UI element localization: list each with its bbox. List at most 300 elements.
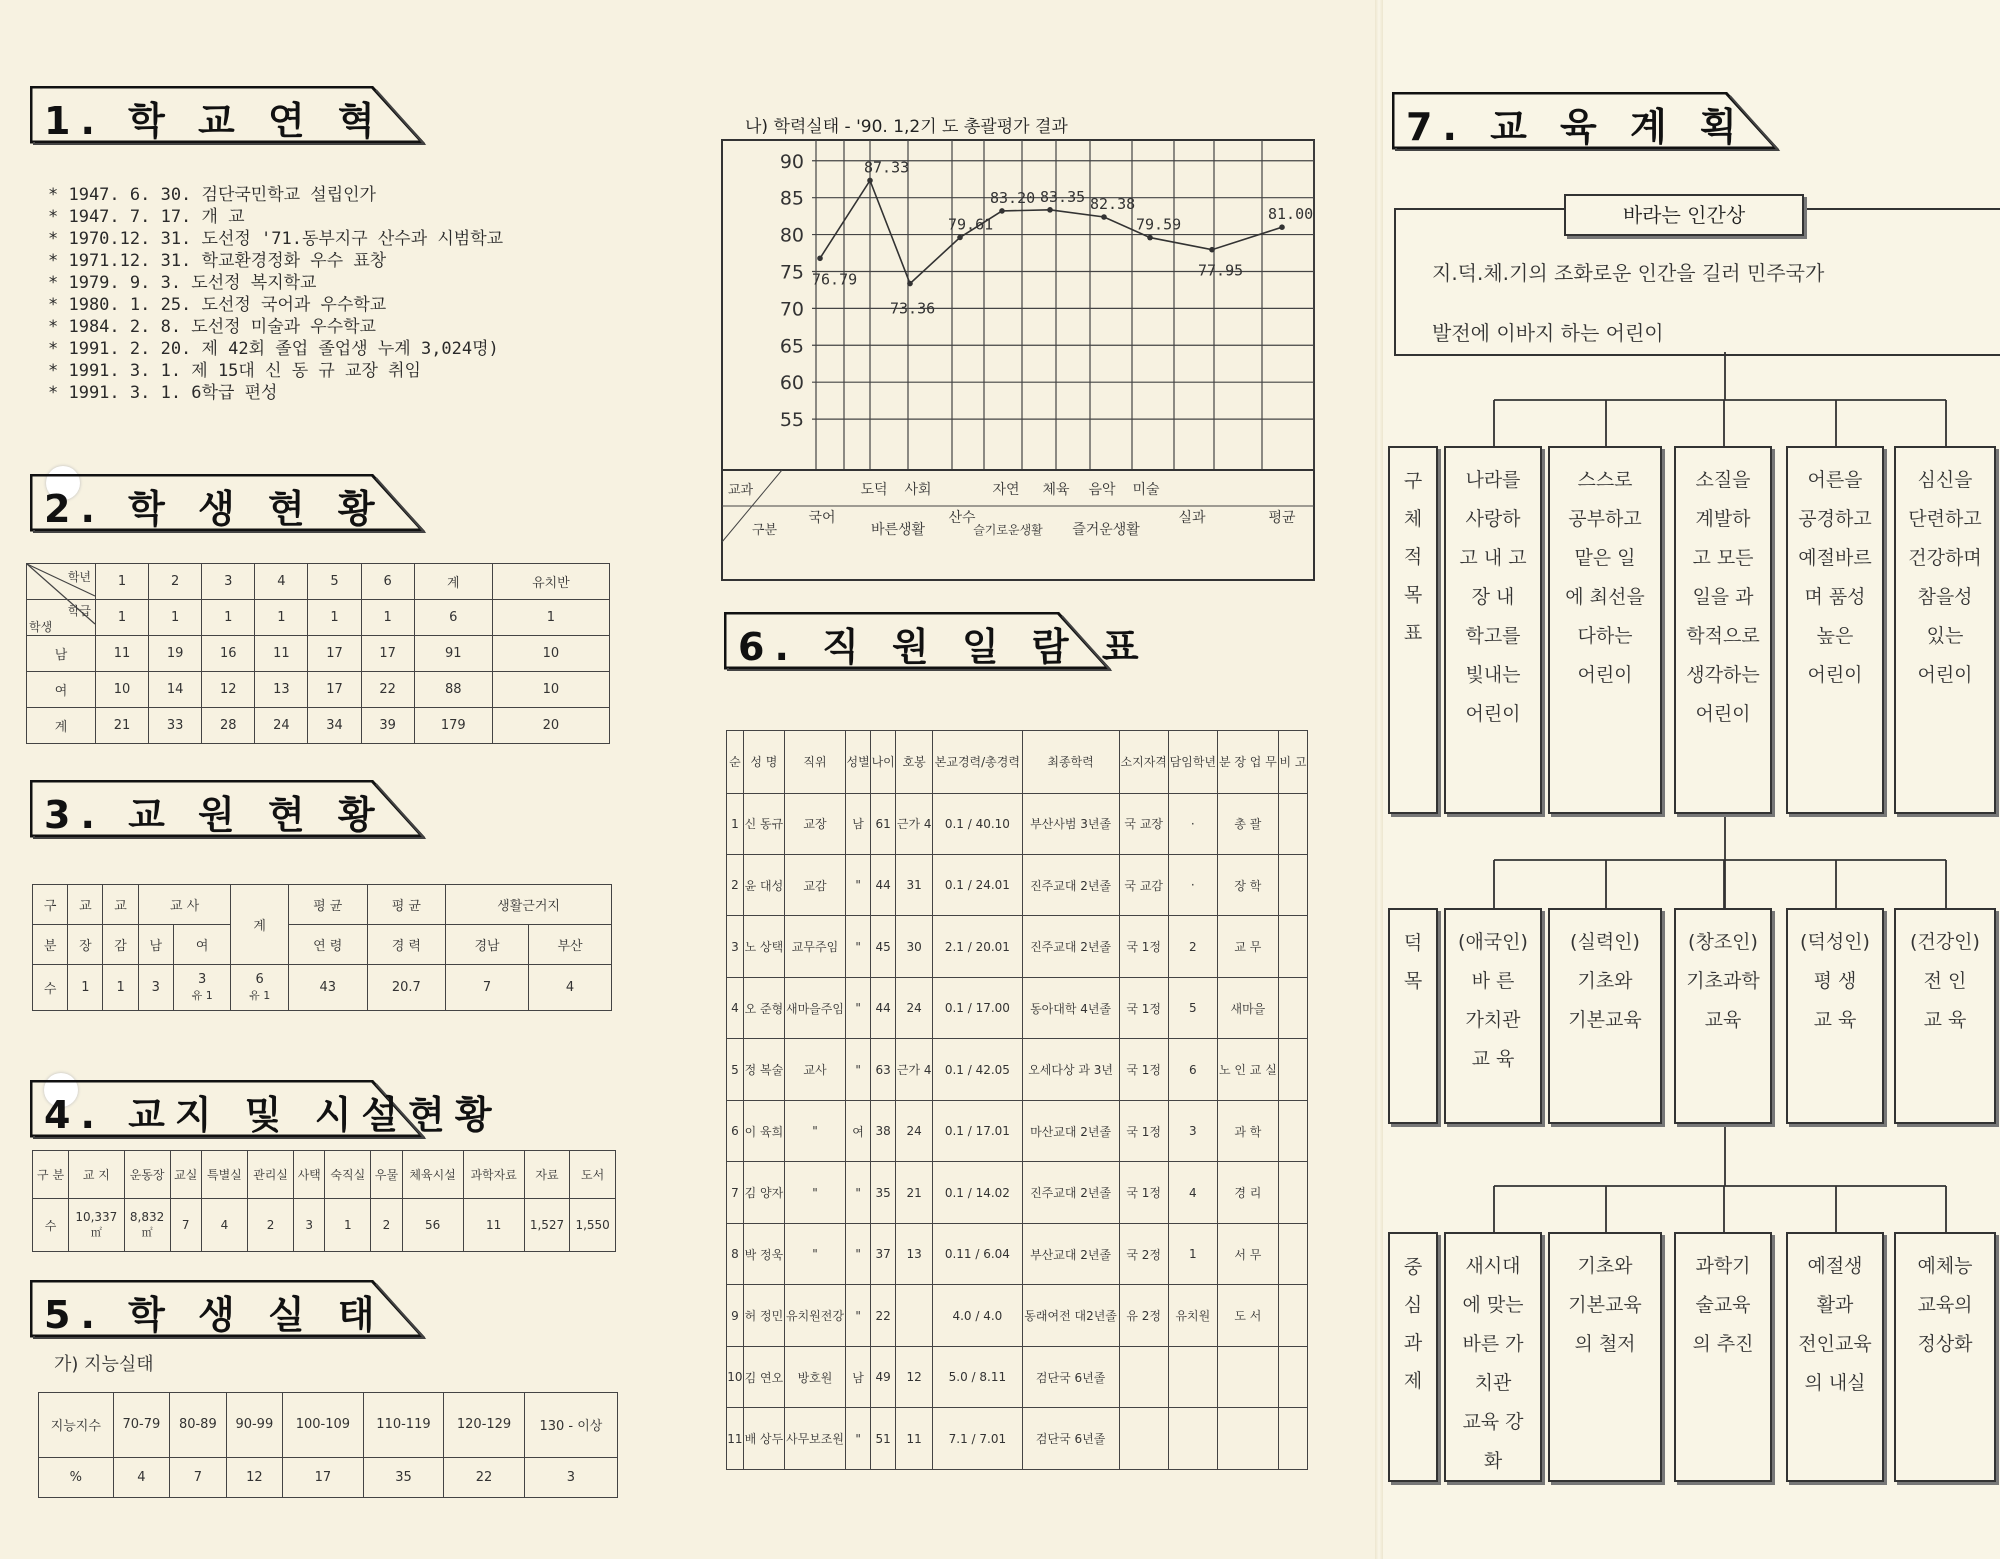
task-text-line: 화 [1483, 1450, 1503, 1472]
cell: 1 [103, 965, 138, 1011]
column-header: 직위 [784, 731, 845, 794]
cell: 14 [149, 672, 202, 708]
task-text-line: 예절생 [1807, 1255, 1863, 1277]
intelligence-table [38, 1392, 618, 1498]
cell: 49 [871, 1346, 896, 1407]
cell: 3 [138, 965, 173, 1011]
cell: 4 [1168, 1162, 1217, 1223]
goal-text-line: 생각하는 [1686, 664, 1760, 686]
cell: 정 복술 [743, 1039, 784, 1100]
cell [1278, 1346, 1307, 1407]
cell: 19 [149, 636, 202, 672]
task-row-label-box [1388, 1232, 1438, 1482]
cell: 34 [308, 708, 361, 744]
goal-text-line: 심신을 [1917, 469, 1973, 491]
cell [1278, 793, 1307, 854]
column-header: 교실 [170, 1151, 201, 1199]
cell: 교장 [784, 793, 845, 854]
cell [1278, 977, 1307, 1038]
cell [1278, 916, 1307, 977]
th-age: 연 령 [288, 925, 367, 965]
history-item: * 1984. 2. 8. 도선정 미술과 우수학교 [48, 317, 376, 337]
data-label: 83.35 [1040, 187, 1086, 206]
history-item: * 1991. 2. 20. 제 42회 졸업 졸업생 누계 3,024명) [48, 339, 499, 359]
cell: 부산사범 3년졸 [1022, 793, 1119, 854]
label-char: 목 [1403, 584, 1423, 606]
cell: 1 [68, 965, 103, 1011]
cell: 김 연오 [743, 1346, 784, 1407]
cell [524, 1199, 570, 1252]
cell: 7.1 / 7.01 [933, 1408, 1022, 1470]
th-gam: 감 [103, 925, 138, 965]
category-label: 음악 [1088, 482, 1116, 498]
task-text-line: 교육 강 [1462, 1411, 1524, 1433]
cell-value: 10,337 [75, 1210, 118, 1225]
virtue-text-line: 기초과학 [1686, 970, 1760, 992]
cell: 22 [361, 672, 414, 708]
grade-header: 4 [255, 564, 308, 600]
cell: " [846, 854, 871, 915]
cell: 0.1 / 42.05 [933, 1039, 1022, 1100]
goal-text-line: 어린이 [1465, 703, 1521, 725]
cell: 12 [226, 1457, 282, 1497]
cell: 20.7 [367, 965, 446, 1011]
cell: 부산교대 2년졸 [1022, 1223, 1119, 1284]
unit-label: ㎡ [90, 1226, 102, 1240]
cell-value: 2 [382, 1218, 391, 1233]
task-text-line: 에 맞는 [1462, 1294, 1524, 1316]
goal-text-line: 높은 [1816, 625, 1854, 647]
diag-label-student: 학생 [29, 620, 53, 634]
goal-box [1548, 446, 1662, 814]
th-jang: 장 [68, 925, 103, 965]
cell [1168, 1408, 1217, 1470]
task-text-line: 의 철저 [1574, 1333, 1636, 1355]
column-header: 교 지 [69, 1151, 124, 1199]
cell [69, 1199, 124, 1252]
cell: 24 [255, 708, 308, 744]
cell: 국 1정 [1119, 1039, 1168, 1100]
row-header [27, 600, 96, 636]
column-header: 100-109 [283, 1393, 364, 1458]
cell [402, 1199, 463, 1252]
cell-value: 4 [220, 1218, 229, 1233]
history-item: * 1971.12. 31. 학교환경정화 우수 표창 [48, 251, 387, 271]
table-row [27, 636, 610, 672]
goal-text-line: 어린이 [1695, 703, 1751, 725]
cell: 여 [846, 1100, 871, 1161]
cell: 국 1정 [1119, 1162, 1168, 1223]
column-header: 본교경력/총경력 [933, 731, 1022, 794]
cell: 신 동규 [743, 793, 784, 854]
data-label: 82.38 [1090, 195, 1136, 214]
cell: 44 [871, 854, 896, 915]
column-header: 130 - 이상 [524, 1393, 617, 1458]
cell: 진주교대 2년졸 [1022, 854, 1119, 915]
history-item: * 1991. 3. 1. 제 15대 신 동 규 교장 취임 [48, 361, 421, 381]
th-vice: 교 [103, 885, 138, 925]
goal-text-line: 나라를 [1465, 469, 1521, 491]
column-header: 나이 [871, 731, 896, 794]
cell: 새마을 [1217, 977, 1278, 1038]
column-header: 자료 [524, 1151, 570, 1199]
group-label-jeulgeo: 즐거운생활 [1072, 522, 1140, 538]
kindergarten-sub: 유 1 [191, 989, 213, 1002]
cell: 11 [255, 636, 308, 672]
cell [1278, 1408, 1307, 1470]
data-label: 73.36 [890, 299, 936, 318]
cell: " [846, 1285, 871, 1346]
column-header: 성 명 [743, 731, 784, 794]
y-tick-label: 60 [779, 372, 804, 395]
history-item: * 1991. 3. 1. 6학급 편성 [48, 383, 278, 403]
cell [231, 965, 288, 1011]
th-total: 계 [231, 885, 288, 965]
cell: " [784, 1223, 845, 1284]
task-text-line: 활과 [1816, 1294, 1854, 1316]
cell: 1 [255, 600, 308, 636]
cell: 사무보조원 [784, 1408, 845, 1470]
cell: 1 [202, 600, 255, 636]
cell: 4.0 / 4.0 [933, 1285, 1022, 1346]
cell: " [846, 977, 871, 1038]
history-item: * 1970.12. 31. 도선정 '71.동부지구 산수과 시범학교 [48, 229, 504, 249]
task-text-line: 예체능 [1917, 1255, 1973, 1277]
column-header: 지능지수 [39, 1393, 114, 1458]
table-row [727, 1100, 1308, 1161]
cell: 5 [1168, 977, 1217, 1038]
th-teachers: 교 사 [138, 885, 231, 925]
column-header: 120-129 [444, 1393, 525, 1458]
history-item: * 1947. 6. 30. 검단국민학교 설립인가 [48, 185, 376, 205]
cell: 37 [871, 1223, 896, 1284]
goal-text-line: 어린이 [1807, 664, 1863, 686]
cell: 61 [871, 793, 896, 854]
section-title: 3. 교 원 현 황 [44, 793, 385, 837]
cell: 17 [308, 636, 361, 672]
cell: 이 육희 [743, 1100, 784, 1161]
data-label: 87.33 [864, 158, 910, 177]
cell: 1 [308, 600, 361, 636]
data-point [1101, 214, 1107, 220]
goal-text-line: 다하는 [1577, 625, 1633, 647]
cell: 3 [1168, 1100, 1217, 1161]
data-point [1147, 235, 1153, 241]
cell: % [39, 1457, 114, 1497]
virtue-text-line: 가치관 [1465, 1009, 1521, 1031]
virtue-text-line: (창조인) [1688, 931, 1758, 953]
th-female: 여 [173, 925, 230, 965]
label-char: 과 [1403, 1332, 1423, 1354]
th-busan: 부산 [529, 925, 612, 965]
goal-text-line: 에 최선을 [1565, 586, 1645, 608]
kindergarten-sub: 유 1 [249, 989, 271, 1002]
cell: 88 [414, 672, 492, 708]
cell: 16 [202, 636, 255, 672]
column-header: 호봉 [896, 731, 933, 794]
cell: 35 [871, 1162, 896, 1223]
cell: 방호원 [784, 1346, 845, 1407]
label-char: 구 [1403, 470, 1423, 492]
task-text-line: 새시대 [1465, 1255, 1521, 1277]
table-row [33, 1199, 616, 1252]
column-header: 구 분 [33, 1151, 69, 1199]
grade-header: 6 [361, 564, 414, 600]
section-title: 2. 학 생 현 황 [44, 487, 385, 531]
grade-header: 1 [96, 564, 149, 600]
goal-text-line: 장 내 [1471, 586, 1515, 608]
teachers-table [32, 884, 612, 1011]
data-label: 83.20 [990, 188, 1036, 207]
cell: 동아대학 4년졸 [1022, 977, 1119, 1038]
cell [124, 1199, 170, 1252]
goal-text-line: 단련하고 [1908, 508, 1982, 530]
goal-text-line: 며 품성 [1804, 586, 1866, 608]
th-bun: 분 [33, 925, 68, 965]
cell: 검단국 6년졸 [1022, 1408, 1119, 1470]
unit-label: ㎡ [141, 1226, 153, 1240]
cell: 노 상택 [743, 916, 784, 977]
achievement-chart [718, 136, 1318, 538]
cell: 7 [446, 965, 529, 1011]
table-row [727, 1223, 1308, 1284]
cell: 9 [727, 1285, 744, 1346]
cell: 5 [727, 1039, 744, 1100]
label-char: 체 [1403, 508, 1423, 530]
y-tick-label: 65 [779, 335, 804, 358]
section-title: 4. 교지 및 시설현황 [44, 1093, 502, 1137]
category-label: 자연 [992, 482, 1020, 498]
goal-text-line: 어린이 [1917, 664, 1973, 686]
goal-box [1894, 446, 1996, 814]
section-title: 6. 직 원 일 람 표 [738, 625, 1149, 669]
cell: " [784, 1100, 845, 1161]
section-title: 7. 교 육 계 획 [1406, 105, 1747, 149]
cell: 4 [727, 977, 744, 1038]
chart-title: 나) 학력실태 - '90. 1,2기 도 총괄평가 결과 [745, 117, 1068, 137]
cell: 1 [727, 793, 744, 854]
table-row [27, 600, 610, 636]
grade-header: 3 [202, 564, 255, 600]
y-tick-label: 70 [779, 298, 804, 321]
history-item: * 1980. 1. 25. 도선정 국어과 우수학교 [48, 295, 387, 315]
category-label: 미술 [1132, 482, 1160, 498]
cell: 과 학 [1217, 1100, 1278, 1161]
cell [1217, 1346, 1278, 1407]
cell: 국 교감 [1119, 854, 1168, 915]
data-point [907, 281, 913, 287]
cell: 국 교장 [1119, 793, 1168, 854]
virtue-text-line: (실력인) [1570, 931, 1640, 953]
goal-text-line: 빛내는 [1465, 664, 1521, 686]
cell [570, 1199, 616, 1252]
cell: 0.1 / 17.01 [933, 1100, 1022, 1161]
cell: 91 [414, 636, 492, 672]
category-label: 사회 [904, 482, 932, 498]
virtue-text-line: 교육 [1704, 1009, 1742, 1031]
label-char: 심 [1403, 1294, 1423, 1316]
cell-value: 8,832 [129, 1210, 165, 1225]
th-residence: 생활근거지 [446, 885, 612, 925]
category-label: 도덕 [860, 482, 888, 498]
cell: 새마을주임 [784, 977, 845, 1038]
category-label: 국어 [808, 510, 836, 526]
column-header: 90-99 [226, 1393, 282, 1458]
cell: 17 [283, 1457, 364, 1497]
section-header-s1 [30, 86, 422, 142]
virtue-text-line: 기본교육 [1568, 1009, 1642, 1031]
cell: 33 [149, 708, 202, 744]
cell: 22 [871, 1285, 896, 1346]
data-label: 79.59 [1136, 215, 1182, 234]
cell: 교무주임 [784, 916, 845, 977]
goal-text-line: 스스로 [1577, 469, 1633, 491]
category-label: 체육 [1042, 482, 1070, 498]
cell [1278, 1100, 1307, 1161]
label-char: 덕 [1403, 932, 1423, 954]
cell: 배 상두 [743, 1408, 784, 1470]
cell: 8 [727, 1223, 744, 1284]
cell: 마산교대 2년졸 [1022, 1100, 1119, 1161]
cell: 5.0 / 8.11 [933, 1346, 1022, 1407]
ideal-title: 바라는 인간상 [1622, 203, 1746, 227]
task-text-line: 과학기 [1695, 1255, 1751, 1277]
category-label: 실과 [1178, 510, 1206, 526]
column-header: 비 고 [1278, 731, 1307, 794]
facilities-table [32, 1150, 616, 1252]
history-item: * 1947. 7. 17. 개 교 [48, 207, 245, 227]
virtue-box [1894, 908, 1996, 1124]
cell: 0.1 / 40.10 [933, 793, 1022, 854]
cell: 6 [414, 600, 492, 636]
task-text-line: 의 추진 [1692, 1333, 1754, 1355]
cell: 노 인 교 실 [1217, 1039, 1278, 1100]
section-title: 1. 학 교 연 혁 [44, 99, 385, 143]
cell: 13 [896, 1223, 933, 1284]
goal-box [1444, 446, 1542, 814]
cell: 7 [727, 1162, 744, 1223]
task-text-line: 전인교육 [1798, 1333, 1872, 1355]
virtue-text-line: 기초와 [1577, 970, 1633, 992]
cell: 10 [492, 636, 609, 672]
cell: " [846, 1408, 871, 1470]
goal-text-line: 고 내 고 [1459, 547, 1527, 569]
goal-text-line: 공부하고 [1568, 508, 1642, 530]
cell: 허 정민 [743, 1285, 784, 1346]
cell: 국 1정 [1119, 977, 1168, 1038]
data-point [1209, 247, 1215, 253]
cell: 유치원전강 [784, 1285, 845, 1346]
diag-label-grade: 학년 [67, 570, 91, 584]
cell: " [846, 1039, 871, 1100]
cell: 38 [871, 1100, 896, 1161]
cell [1278, 1162, 1307, 1223]
column-header: 소지자격 [1119, 731, 1168, 794]
virtue-row-label-box [1388, 908, 1438, 1124]
cell: 11 [96, 636, 149, 672]
task-text-line: 술교육 [1695, 1294, 1751, 1316]
cell: 20 [492, 708, 609, 744]
grade-header: 2 [149, 564, 202, 600]
task-box [1786, 1232, 1884, 1482]
cell: 0.1 / 14.02 [933, 1162, 1022, 1223]
th-principal: 교 [68, 885, 103, 925]
cell-value: 1,527 [529, 1218, 565, 1233]
cell: 국 2정 [1119, 1223, 1168, 1284]
th-avg-age: 평 균 [288, 885, 367, 925]
virtue-text-line: 교 육 [1923, 1009, 1967, 1031]
cell: 1 [149, 600, 202, 636]
cell: 남 [846, 793, 871, 854]
cell: 44 [871, 977, 896, 1038]
kindergarten-header: 유치반 [492, 564, 609, 600]
column-header: 최종학력 [1022, 731, 1119, 794]
cell: 35 [363, 1457, 444, 1497]
cell: " [846, 1223, 871, 1284]
goal-box [1674, 446, 1772, 814]
th-gubun: 구 [33, 885, 68, 925]
virtue-text-line: 평 생 [1813, 970, 1857, 992]
task-text-line: 바른 가 [1462, 1333, 1524, 1355]
cell: 6 [727, 1100, 744, 1161]
cell: 경 리 [1217, 1162, 1278, 1223]
goal-text-line: 일을 과 [1692, 586, 1754, 608]
students-table [26, 563, 610, 744]
task-box [1894, 1232, 1996, 1482]
cell [1278, 1223, 1307, 1284]
column-header: 성별 [846, 731, 871, 794]
ideal-line-2: 발전에 이바지 하는 어린이 [1432, 321, 1664, 345]
task-box [1548, 1232, 1662, 1482]
table-row [727, 1162, 1308, 1223]
cell: 교사 [784, 1039, 845, 1100]
cell: 63 [871, 1039, 896, 1100]
task-text-line: 기본교육 [1568, 1294, 1642, 1316]
cell: 0.11 / 6.04 [933, 1223, 1022, 1284]
row-header: 계 [27, 708, 96, 744]
column-header: 분 장 업 무 [1217, 731, 1278, 794]
label-char: 표 [1403, 622, 1423, 644]
section-header-s5 [30, 1280, 422, 1336]
cell [325, 1199, 371, 1252]
data-point [817, 255, 823, 261]
column-header: 우물 [371, 1151, 402, 1199]
cell: 1 [1168, 1223, 1217, 1284]
cell: 24 [896, 977, 933, 1038]
label-char: 제 [1403, 1370, 1423, 1392]
cell: " [784, 1162, 845, 1223]
row-header: 남 [27, 636, 96, 672]
table-row [727, 1346, 1308, 1407]
cell: 1 [361, 600, 414, 636]
history-item: * 1979. 9. 3. 도선정 복지학교 [48, 273, 317, 293]
y-tick-label: 55 [779, 409, 804, 432]
cell: 박 정욱 [743, 1223, 784, 1284]
goal-text-line: 맡은 일 [1574, 547, 1636, 569]
ideal-title-box [1564, 194, 1804, 236]
column-header: 특별실 [201, 1151, 247, 1199]
column-header: 운동장 [124, 1151, 170, 1199]
cell: 51 [871, 1408, 896, 1470]
section-header-s3 [30, 780, 422, 836]
cell: 검단국 6년졸 [1022, 1346, 1119, 1407]
cell: 11 [727, 1408, 744, 1470]
data-point [957, 235, 963, 241]
task-text-line: 의 내실 [1804, 1372, 1866, 1394]
data-label: 81.00 [1268, 205, 1314, 224]
cell: 21 [896, 1162, 933, 1223]
cell: 1 [492, 600, 609, 636]
